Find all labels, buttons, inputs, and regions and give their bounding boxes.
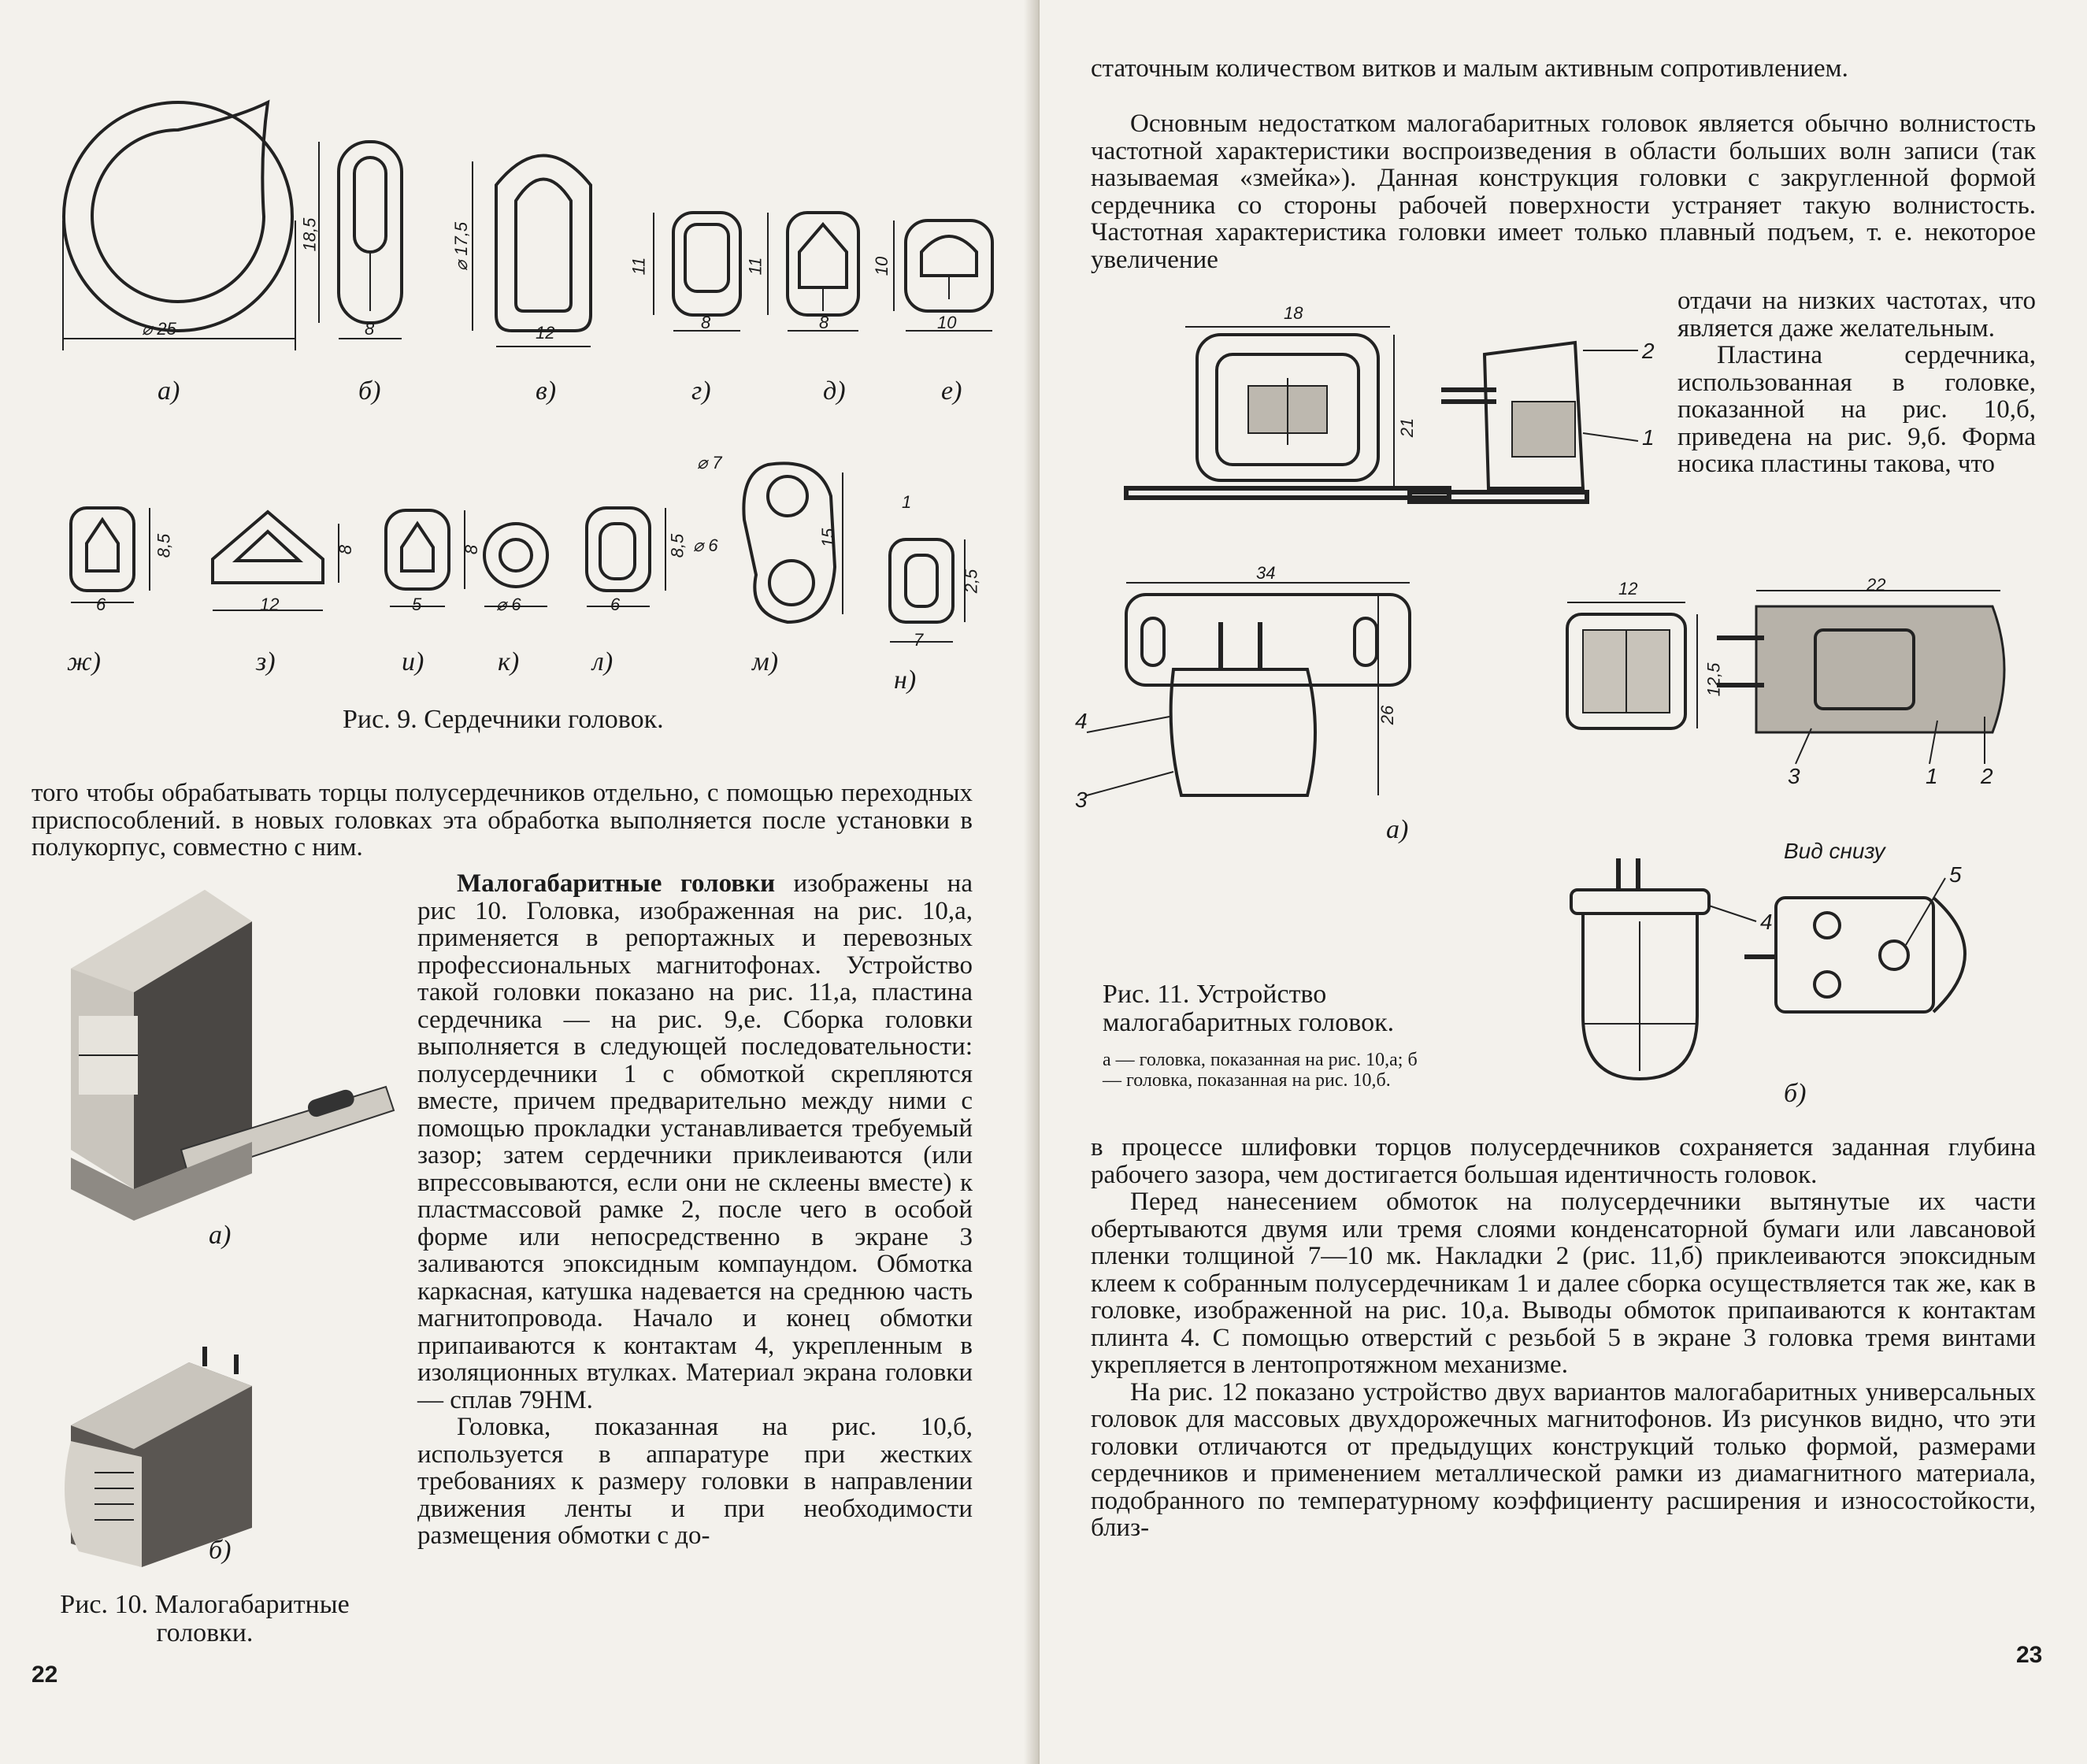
dim-m-d2: ⌀ 6 (693, 536, 718, 555)
dim-z-w: 12 (260, 595, 280, 614)
fig11-dim-12: 12 (1618, 579, 1638, 598)
dim-b-h: 18,5 (299, 217, 320, 252)
right-para5: На рис. 12 показано устройство двух вариантов малогабаритных универсальных головок для массовых двухдорожечных магнитофонов. Из рисунков видно, что эти головки отличаются от предыдущих конструкций только формой, размерами сердечников и применением металлической рамки из диамагнитного материала, подобранного по температурному коэффициенту расширения и износостойкости, близ- (1091, 1377, 2036, 1542)
head-b-side (1717, 591, 2004, 764)
fig11-dim-22: 22 (1866, 575, 1886, 595)
dim-zh-w: 6 (96, 595, 106, 614)
side-text-1: отдачи на низких частотах, что является даже желательным. (1677, 287, 2036, 343)
fig9-label-zh: ж) (67, 647, 101, 676)
core-d (768, 213, 858, 331)
head-b-photo (65, 1347, 252, 1567)
head-a-base (1087, 583, 1410, 795)
fig9-label-b: б) (358, 376, 381, 406)
dim-d-w: 8 (819, 313, 829, 332)
head-a-front (1126, 327, 1449, 498)
dim-a-diam: ⌀ 25 (142, 319, 176, 339)
fig11-drawings (1040, 291, 2063, 1079)
callout-2-b: 2 (1981, 764, 1993, 788)
dim-n-top: 1 (902, 492, 912, 512)
fig11-dim-34: 34 (1256, 563, 1276, 583)
core-zh (71, 508, 150, 602)
head-b-front (1567, 602, 1697, 728)
dim-g-h: 11 (628, 257, 649, 276)
left-para1: того чтобы обрабатывать торцы полусердечников отдельно, с помощью переходных приспособлений. в новых головках эта обработка выполняется после установки в полукорпус, совместно с ним. (32, 779, 973, 862)
dim-m-h: 15 (818, 528, 839, 548)
head-a-photo (71, 890, 394, 1221)
dim-e-h: 10 (872, 256, 892, 276)
dim-i-h: 8 (462, 544, 482, 555)
fig9-label-l: л) (592, 647, 613, 676)
callout-5-b: 5 (1949, 862, 1962, 887)
right-para1: статочным количеством витков и малым активным сопротивлением. (1091, 54, 1848, 83)
dim-n-w: 7 (914, 630, 924, 650)
left-page (0, 0, 1036, 1764)
core-b (319, 142, 402, 339)
left-para2 (417, 870, 973, 1550)
fig9-label-v: в) (536, 376, 557, 406)
callout-4-b: 4 (1760, 910, 1773, 934)
dim-v-w: 12 (536, 323, 555, 343)
right-lower-text (1091, 1134, 2036, 1542)
head-b-bottom (1744, 878, 1965, 1012)
fig10-label-b: б) (209, 1536, 232, 1565)
fig11-view-below: Вид снизу (1784, 839, 1885, 863)
callout-3-b: 3 (1788, 764, 1800, 788)
fig10-pictures (47, 874, 441, 1583)
fig11-label-a: а) (1386, 815, 1409, 844)
page-number-left: 22 (32, 1662, 58, 1688)
fig10-label-a: а) (209, 1221, 232, 1250)
fig11-caption: Рис. 11. Устройство малогабаритных головок. (1103, 980, 1395, 1037)
dim-l-h: 8,5 (667, 533, 688, 558)
fig10-caption: Рис. 10. Малогабаритные головки. (60, 1590, 350, 1647)
fig11-dim-21: 21 (1397, 417, 1418, 438)
left-para3: Головка, показанная на рис. 10,б, используется в аппаратуре при жестких требованиях к размеру головки в направлении движения ленты и при необходимости размещения обмотки с до- (417, 1413, 973, 1550)
dim-l-w: 6 (610, 595, 621, 614)
dim-d-h: 11 (745, 257, 765, 276)
fig9-label-i: и) (402, 647, 424, 676)
left-para2-text: изображены на рис 10. Головка, изображенная на рис. 10,а, применяется в репортажных и перевозных профессиональных магнитофонах. Устройство такой головки показано на рис. 11,а, пластина сердечника — на рис. 9,е. Сборка головки выполняется в следующей последовательности: полусердечники 1 с обмоткой скрепляются вместе, причем предварительно между ними с помощью прокладки устанавливается требуемый зазор; затем сердечники приклеиваются (или впрессовываются, если они не склеены вместе) к пластмассовой рамке 2, после чего в особой форме или непосредственно в экране 3 заливаются эпоксидным компаундом. Обмотка каркасная, катушка надевается на среднюю часть магнитопровода. Начало и конец обмотки припаиваются к контактам 4, укрепленным в изоляционных втулках. Материал экрана головки — сплав 79НМ. (417, 869, 973, 1414)
fig9-label-a: а) (158, 376, 180, 406)
dim-v-h: ⌀ 17,5 (451, 221, 472, 272)
right-page (1040, 0, 2087, 1764)
fig9-label-m: м) (752, 647, 779, 676)
dim-g-w: 8 (701, 313, 711, 332)
fig9-label-e: е) (941, 376, 962, 406)
core-g (654, 213, 740, 331)
dim-i-w: 5 (412, 595, 422, 614)
fig11-dim-26: 26 (1377, 705, 1398, 725)
dim-m-d1: ⌀ 7 (697, 453, 722, 472)
fig11-label-b: б) (1784, 1079, 1807, 1108)
core-i (386, 510, 465, 606)
dim-z-h: 8 (335, 544, 356, 555)
core-v (473, 156, 591, 347)
fig11-dim-12-5: 12,5 (1703, 662, 1724, 697)
dim-n-h: 2,5 (961, 569, 981, 594)
right-para2: Основным недостатком малогабаритных головок является обычно волнистость частотной характеристики воспроизведения в области больших волн записи (так называемая «змейка»). Данная конструкция головки с закругленной формой сердечника со стороны рабочей поверхности устраняет такую волнистость. Частотная характеристика головки имеет только плавный подъем, т. е. некоторое увеличение (1091, 109, 2036, 274)
dim-k-d: ⌀ 6 (496, 595, 521, 614)
core-l (587, 508, 665, 606)
fig9-label-d: д) (823, 376, 846, 406)
side-text-2: Пластина сердечника, использованная в головке, показанной на рис. 10,б, приведена на рис. 9,б. Форма носика пластины такова, что (1677, 341, 2036, 478)
head-a-side (1410, 343, 1638, 502)
page-number-right: 23 (2016, 1642, 2043, 1668)
callout-1-b: 1 (1926, 764, 1938, 788)
fig11-dim-18: 18 (1284, 303, 1303, 323)
core-a (63, 102, 295, 350)
dim-e-w: 10 (937, 313, 957, 332)
fig9-label-k: к) (498, 647, 520, 676)
fig11-caption-sub: а — головка, показанная на рис. 10,а; б — головка, показанная на рис. 10,б. (1103, 1050, 1418, 1091)
core-n (890, 539, 965, 642)
callout-1-a: 1 (1642, 425, 1655, 450)
fig9-label-g: г) (691, 376, 711, 406)
head-b-top (1571, 858, 1756, 1079)
dim-zh-h: 8,5 (154, 533, 174, 558)
right-para4: Перед нанесением обмоток на полусердечники вытянутые их части обертываются двумя или тремя слоями конденсаторной бумаги или лавсановой пленки толщиной 7—10 мк. Накладки 2 (рис. 11,б) приклеиваются эпоксидным клеем к собранным полусердечникам 1 и далее сборка осуществляется так же, как в головке, изображенной на рис. 10,а. Выводы обмоток припаиваются к контактам плинта 4. С помощью отверстий с резьбой 5 в экране 3 головка тремя винтами укрепляется в лентопротяжном механизме. (1091, 1188, 2036, 1379)
right-para3: в процессе шлифовки торцов полусердечников сохраняется заданная глубина рабочего зазора, чем достигается большая идентичность головок. (1091, 1133, 2036, 1189)
callout-2-a: 2 (1642, 339, 1655, 363)
callout-4-a: 4 (1075, 709, 1088, 733)
dim-b-w: 8 (365, 319, 375, 339)
fig9-caption: Рис. 9. Сердечники головок. (343, 705, 664, 734)
fig9-label-n: н) (894, 665, 917, 695)
callout-3-a: 3 (1075, 788, 1088, 812)
fig9-label-z: з) (256, 647, 276, 676)
heading-small-heads: Малогабаритные головки (457, 869, 776, 898)
